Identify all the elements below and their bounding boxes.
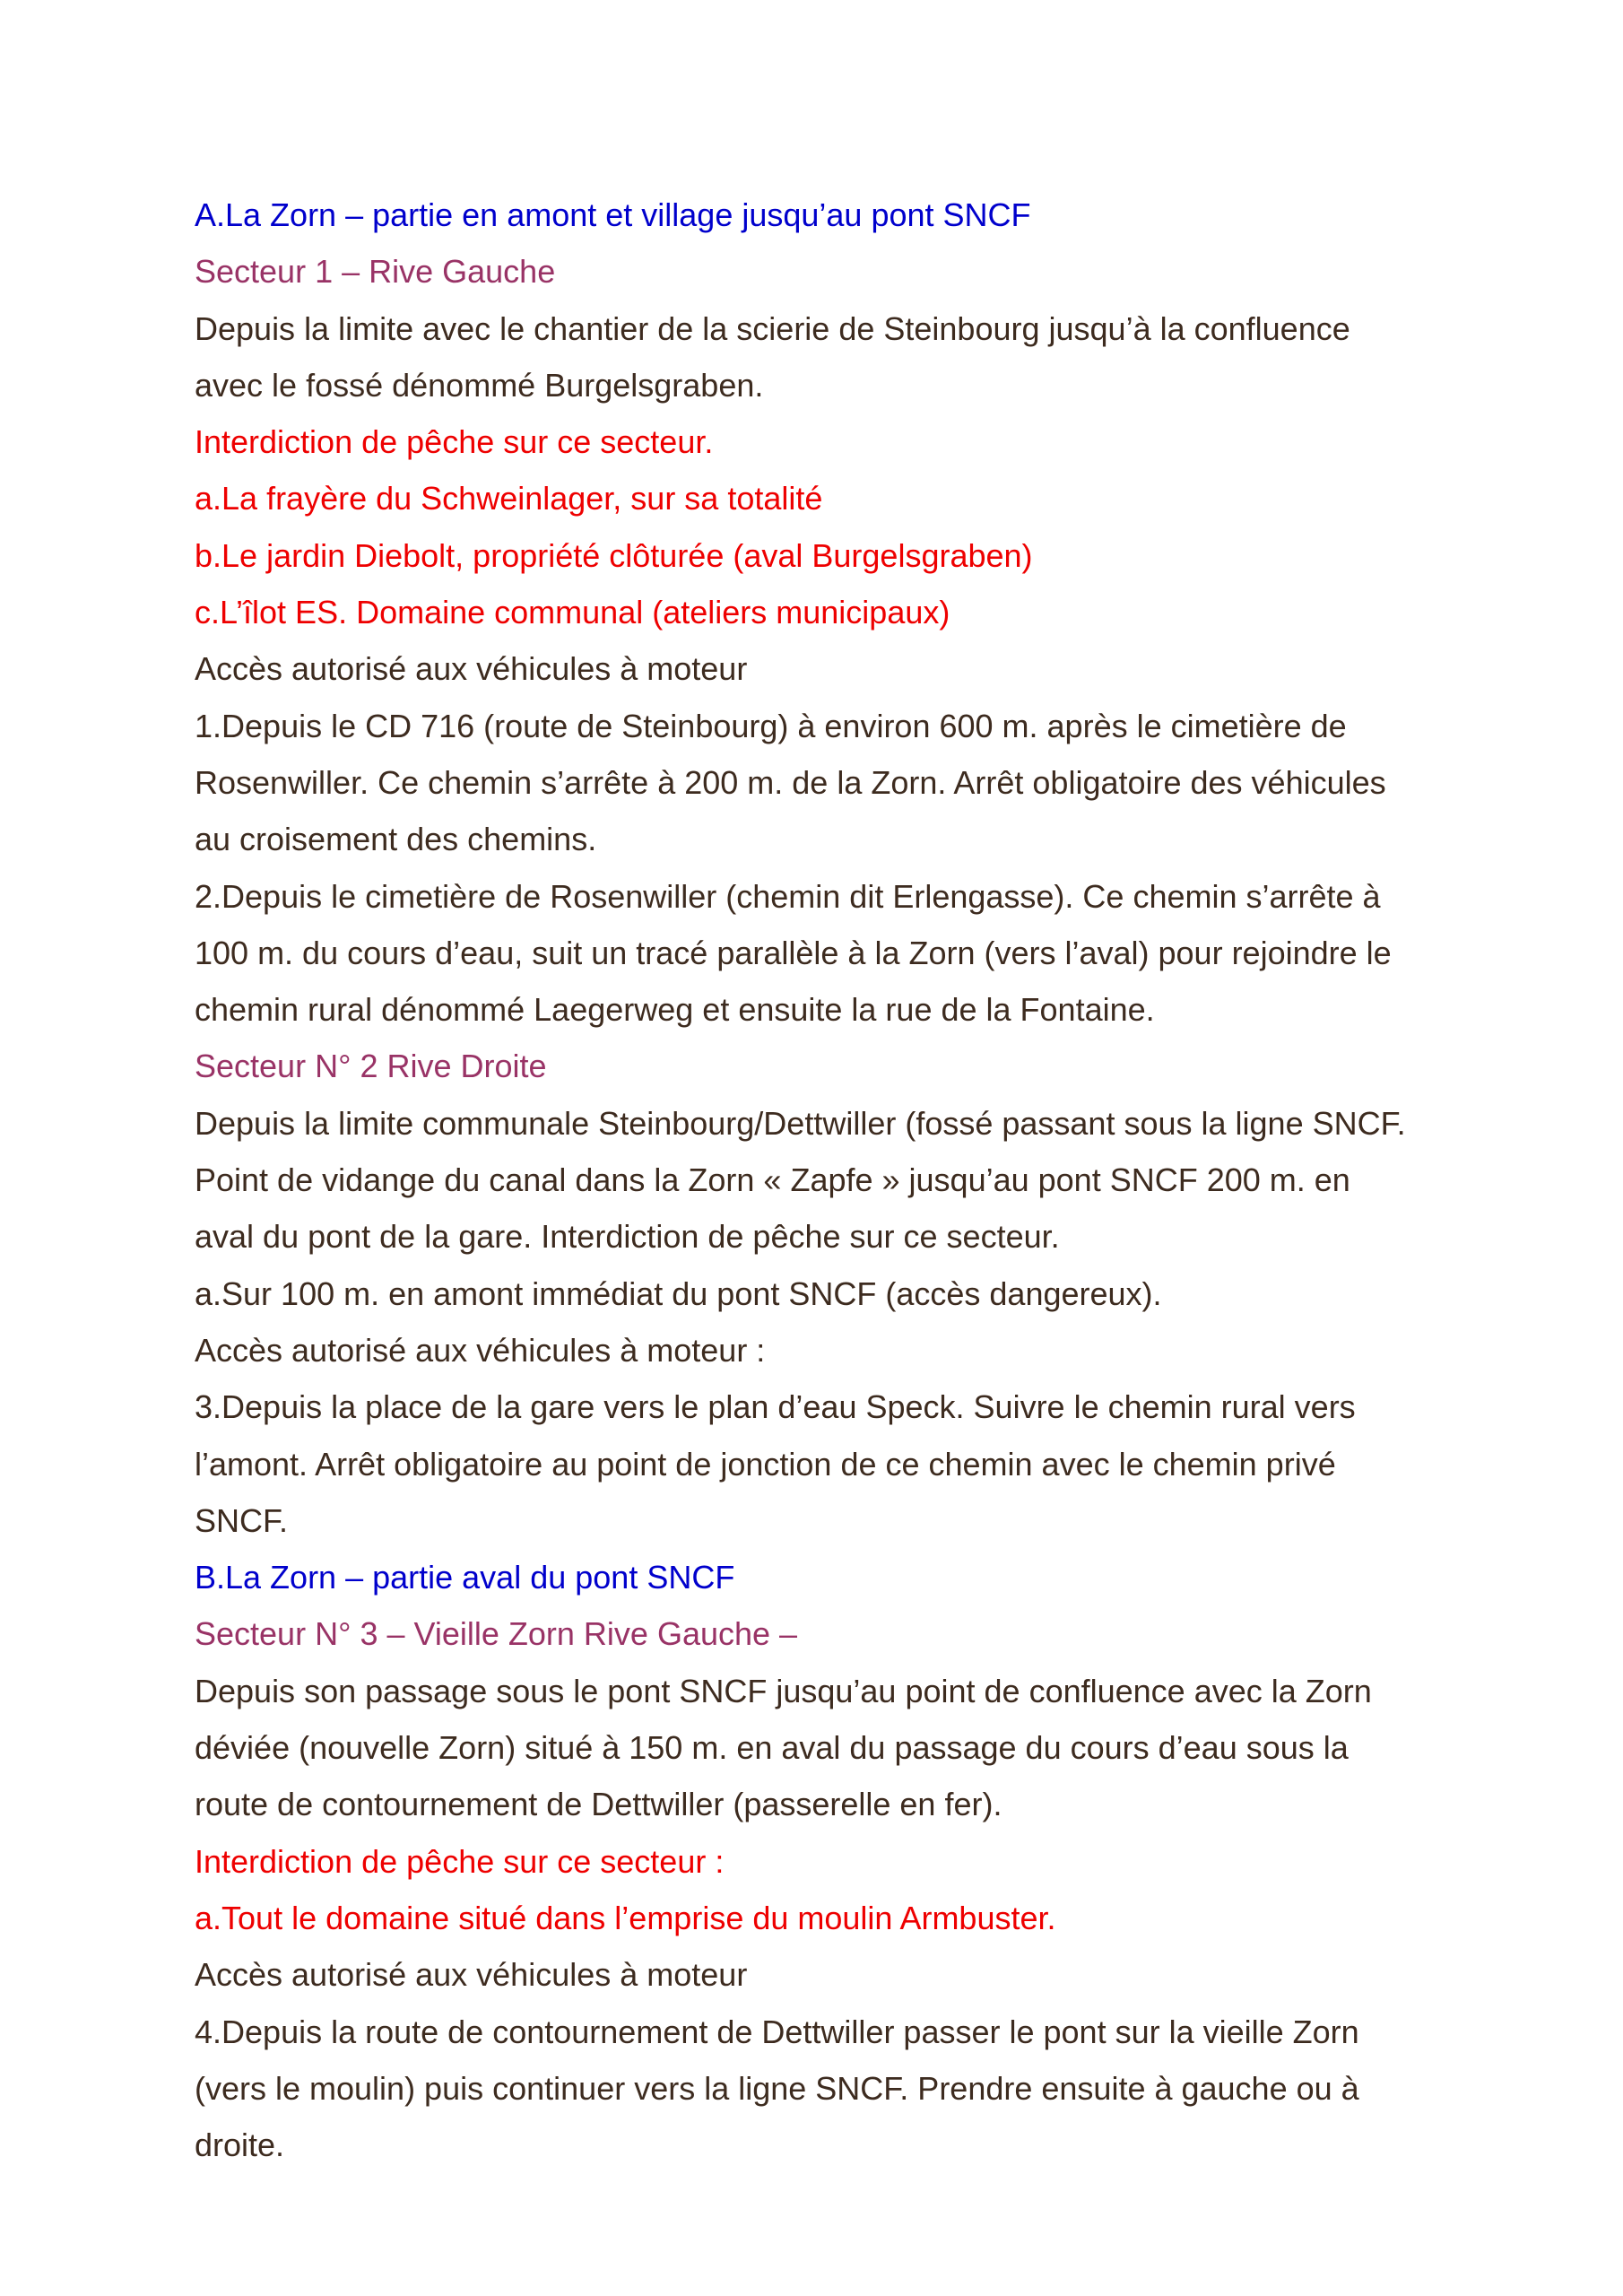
interdiction-item: c.L’îlot ES. Domaine communal (ateliers municipaux) — [195, 594, 950, 631]
interdiction-line: Interdiction de pêche sur ce secteur : — [195, 1842, 725, 1880]
body-line: avec le fossé dénommé Burgelsgraben. — [195, 366, 764, 404]
body-line: Depuis son passage sous le pont SNCF jusqu’au point de confluence avec la Zorn — [195, 1672, 1372, 1709]
interdiction-item: a.Tout le domaine situé dans l’emprise du moulin Armbuster. — [195, 1899, 1056, 1936]
body-line: 4.Depuis la route de contournement de Dettwiller passer le pont sur la vieille Zorn — [195, 2013, 1359, 2050]
interdiction-line: Interdiction de pêche sur ce secteur. — [195, 423, 714, 461]
body-line: droite. — [195, 2126, 285, 2164]
body-line: aval du pont de la gare. Interdiction de pêche sur ce secteur. — [195, 1218, 1060, 1256]
body-line: (vers le moulin) puis continuer vers la ligne SNCF. Prendre ensuite à gauche ou à — [195, 2069, 1359, 2107]
body-line: l’amont. Arrêt obligatoire au point de jonction de ce chemin avec le chemin privé — [195, 1445, 1336, 1483]
document-page — [195, 187, 1540, 2173]
section-heading-b: B.La Zorn – partie aval du pont SNCF — [195, 1559, 735, 1596]
body-line: route de contournement de Dettwiller (passerelle en fer). — [195, 1786, 1002, 1823]
interdiction-item: a.La frayère du Schweinlager, sur sa totalité — [195, 480, 823, 517]
section-heading-a: A.La Zorn – partie en amont et village jusqu’au pont SNCF — [195, 196, 1031, 233]
access-heading: Accès autorisé aux véhicules à moteur — [195, 650, 748, 688]
body-line: chemin rural dénommé Laegerweg et ensuite la rue de la Fontaine. — [195, 991, 1155, 1029]
body-line: Rosenwiller. Ce chemin s’arrête à 200 m. de la Zorn. Arrêt obligatoire des véhicules — [195, 763, 1386, 801]
body-line: Point de vidange du canal dans la Zorn « Zapfe » jusqu’au pont SNCF 200 m. en — [195, 1161, 1350, 1199]
interdiction-item: b.Le jardin Diebolt, propriété clôturée (aval Burgelsgraben) — [195, 536, 1033, 574]
access-heading: Accès autorisé aux véhicules à moteur : — [195, 1331, 766, 1369]
body-line: 2.Depuis le cimetière de Rosenwiller (chemin dit Erlengasse). Ce chemin s’arrête à — [195, 877, 1381, 915]
body-line: 100 m. du cours d’eau, suit un tracé parallèle à la Zorn (vers l’aval) pour rejoindre le — [195, 934, 1392, 971]
body-line: 3.Depuis la place de la gare vers le plan d’eau Speck. Suivre le chemin rural vers — [195, 1388, 1356, 1426]
access-heading: Accès autorisé aux véhicules à moteur — [195, 1956, 748, 1994]
secteur-3-heading: Secteur N° 3 – Vieille Zorn Rive Gauche – — [195, 1615, 798, 1653]
body-line: déviée (nouvelle Zorn) situé à 150 m. en aval du passage du cours d’eau sous la — [195, 1729, 1349, 1767]
body-line: au croisement des chemins. — [195, 821, 597, 858]
secteur-1-heading: Secteur 1 – Rive Gauche — [195, 253, 556, 291]
body-line: SNCF. — [195, 1501, 289, 1539]
body-line: Depuis la limite avec le chantier de la scierie de Steinbourg jusqu’à la confluence — [195, 309, 1350, 347]
body-line: a.Sur 100 m. en amont immédiat du pont SNCF (accès dangereux). — [195, 1274, 1162, 1312]
secteur-2-heading: Secteur N° 2 Rive Droite — [195, 1048, 547, 1085]
body-line: Depuis la limite communale Steinbourg/Dettwiller (fossé passant sous la ligne SNCF. — [195, 1104, 1406, 1142]
body-line: 1.Depuis le CD 716 (route de Steinbourg) à environ 600 m. après le cimetière de — [195, 707, 1347, 744]
